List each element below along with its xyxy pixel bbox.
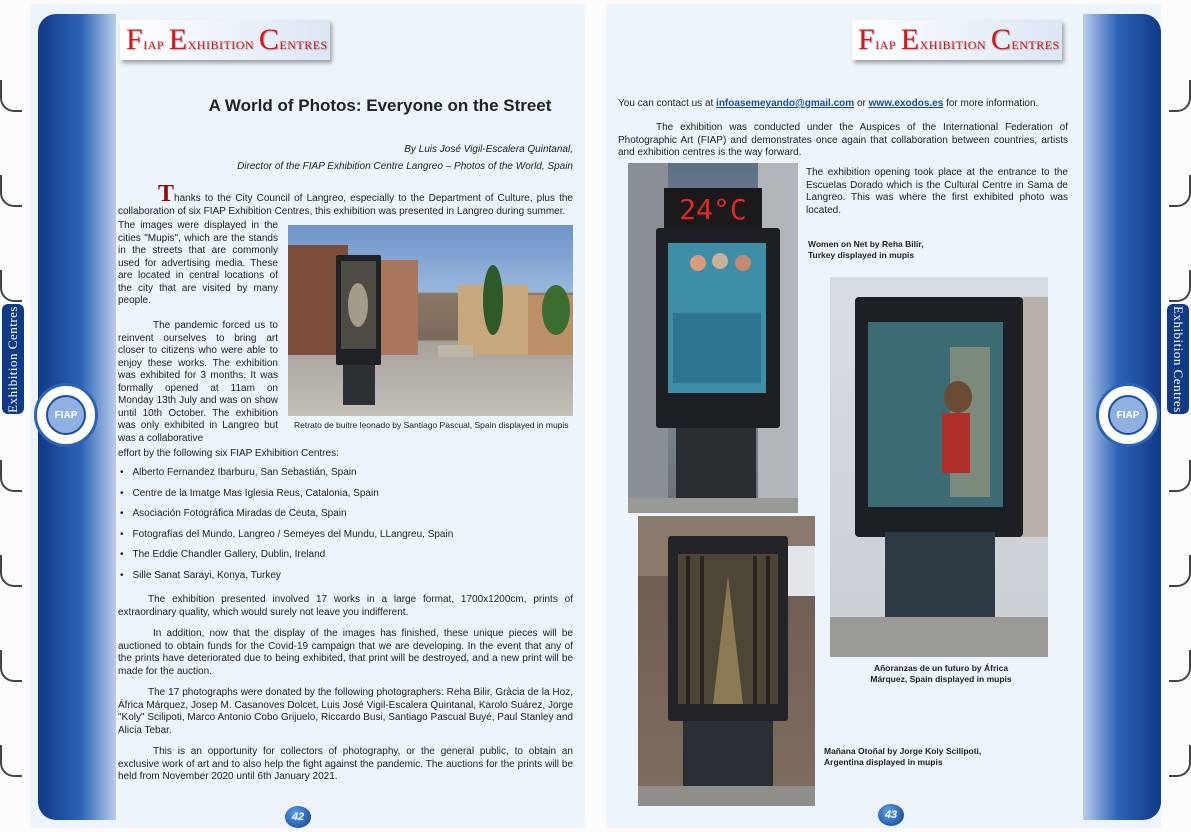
left-page xyxy=(30,4,585,828)
exhibition-centres-list xyxy=(120,466,453,589)
article-title: A World of Photos: Everyone on the Street xyxy=(208,96,552,115)
paragraph-opening: The exhibition opening took place at the entrance to the Escuelas Dorado which is the Cultural Centre in Sama de Langreo. This was where the first exhibited photo was located. xyxy=(806,167,1068,216)
anoranzas-mupi-photo xyxy=(830,277,1048,657)
section-header: Fiap Exhibition Centres xyxy=(852,20,1062,60)
byline: By Luis José Vigil-Escalera Quintanal, Director of the FIAP Exhibition Centre Langreo – Photos of the World, Spain xyxy=(237,144,573,172)
list-item: • Alberto Fernandez Ibarburu, San Sebastián, Spain xyxy=(120,466,453,487)
fiap-seal-icon: FIAP xyxy=(1096,383,1160,447)
mupi-illustration xyxy=(830,277,1048,657)
women-on-net-mupi-photo xyxy=(628,163,798,513)
caption-women-on-net: Women on Net by Reha Bilir, Turkey displayed in mupis xyxy=(808,239,924,260)
paragraph-auction: In addition, now that the display of the images has finished, these unique pieces will be auctioned to obtain funds for the Covid-19 campaign that we are developing. In the event that any of the prints have deteriorated due to being exhibited, that print will be destroyed, and a new print will be made for the auction. xyxy=(118,628,573,677)
page-number: 42 xyxy=(285,806,311,828)
intro-paragraph: Thanks to the City Council of Langreo, especially to the Department of Culture, plus the collaboration of six FIAP Exhibition Centres, this exhibition was presented in Langreo during summer. xyxy=(118,181,573,217)
paragraph-photographers: The 17 photographs were donated by the following photographers: Reha Bilir, Gràcia de la Hoz, África Márquez, Josep M. Casanoves Dolcet, Luis José Vigil-Escalera Quintanal, Karolo Suárez, Jorge "Koly" Scilipoti, Marco Antonio Cobo Grijuelo, Riccardo Busi, Santiago Pascual Buyé, Paul Stanley and Alicia Tebar. xyxy=(118,687,573,736)
section-header: Fiap Exhibition Centres xyxy=(120,20,330,60)
paragraph-effort: effort by the following six FIAP Exhibition Centres: xyxy=(118,448,339,459)
paragraph-works: The exhibition presented involved 17 works in a large format, 1700x1200cm, prints of extraordinary quality, which would surely not leave you indifferent. xyxy=(118,594,573,618)
clock-display: 24°C xyxy=(679,193,747,226)
right-page xyxy=(606,4,1161,828)
page-number: 43 xyxy=(878,804,904,826)
manana-otonal-mupi-photo xyxy=(638,516,815,806)
fiap-seal-icon: FIAP xyxy=(34,383,98,447)
list-item: • The Eddie Chandler Gallery, Dublin, Ireland xyxy=(120,548,453,569)
side-tab-exhibition-centres: Exhibition Centres xyxy=(1167,304,1189,414)
paragraph-opportunity: This is an opportunity for collectors of photography, or the general public, to obtain an exclusive work of art and to also help the fight against the pandemic. The auctions for the prints will be held from November 2020 until 6th January 2021. xyxy=(118,746,573,782)
list-item: • Fotografías del Mundo, Langreo / Semeyes del Mundu, LLangreu, Spain xyxy=(120,528,453,549)
contact-line: You can contact us at infoasemeyando@gmail.com or www.exodos.es for more information. xyxy=(618,98,1039,109)
paragraph-auspices: The exhibition was conducted under the Auspices of the International Federation of Photographic Art (FIAP) and demonstrates once again that collaboration between countries, artists and exhibition centres is the way forward. xyxy=(618,122,1068,158)
website-link[interactable]: www.exodos.es xyxy=(868,98,944,109)
paragraph-pandemic: The pandemic forced us to reinvent ourselves to bring art closer to citizens who were able to enjoy these works. The exhibition was exhibited for 3 months. It was formally opened at 11am on Monday 13th July and was on show until 10th October. The exhibition was only exhibited in Langreo but was a collaborative xyxy=(118,320,278,444)
list-item: • Asociación Fotográfica Miradas de Ceuta, Spain xyxy=(120,507,453,528)
photo-caption: Retrato de buitre leonado by Santiago Pascual, Spain displayed in mupis xyxy=(294,420,569,430)
paragraph-mupis: The images were displayed in the cities "Mupis", which are the stands in the streets that are commonly used for advertising media. These are located in central locations of the city that are visited by many people. xyxy=(118,220,278,306)
side-tab-exhibition-centres: Exhibition Centres xyxy=(2,304,24,414)
email-link[interactable]: infoasemeyando@gmail.com xyxy=(716,98,855,109)
list-item: • Centre de la Imatge Mas Iglesia Reus, Catalonia, Spain xyxy=(120,487,453,508)
caption-anoranzas: Añoranzas de un futuro by África Márquez, Spain displayed in mupis xyxy=(870,663,1012,684)
mupi-illustration xyxy=(638,516,815,806)
drop-cap: T xyxy=(158,181,175,207)
list-item: • Sille Sanat Sarayi, Konya, Turkey xyxy=(120,569,453,590)
mupi-illustration xyxy=(628,163,798,513)
street-mupi-photo xyxy=(288,225,573,416)
caption-manana-otonal: Mañana Otoñal by Jorge Koly Scilipoti, Argentina displayed in mupis xyxy=(824,746,982,767)
street-scene-illustration xyxy=(288,225,573,416)
